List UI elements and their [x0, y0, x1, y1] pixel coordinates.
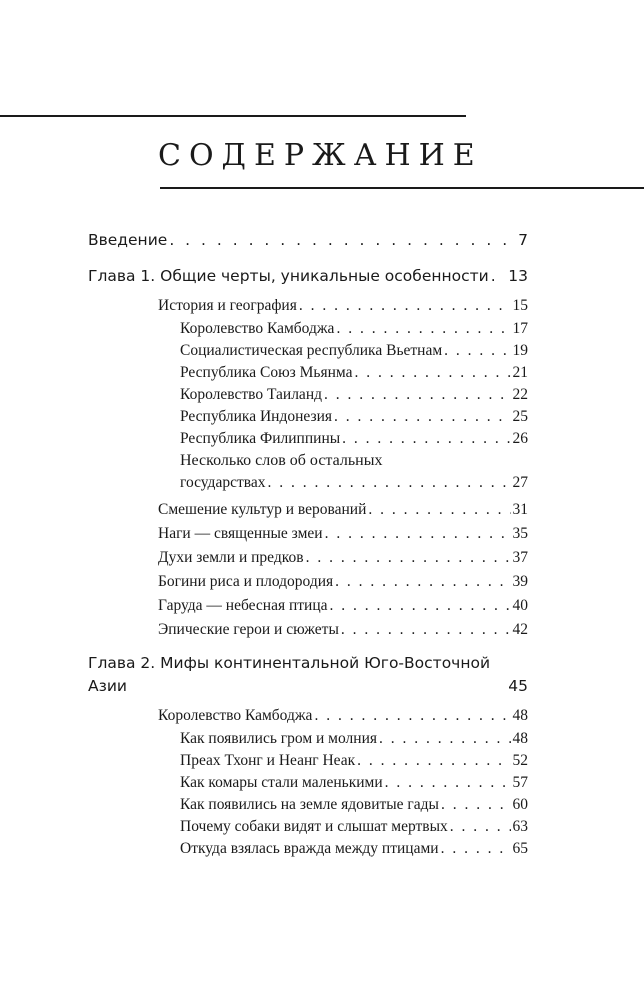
toc-page: 21 — [512, 364, 528, 381]
toc-label: Эпические герои и сюжеты — [158, 621, 339, 638]
toc-label: Введение — [88, 231, 168, 249]
toc-label: Наги — священные змеи — [158, 525, 323, 542]
title-underline-rule — [160, 187, 644, 189]
toc-entry-subsection[interactable] — [180, 772, 528, 794]
dot-leader — [385, 772, 511, 794]
toc-entry-subsection[interactable] — [180, 816, 528, 838]
toc-entry-subsection[interactable] — [180, 838, 528, 860]
toc-label-line-2: Азии — [88, 677, 127, 695]
toc-label: Социалистическая республика Вьетнам — [180, 342, 443, 359]
toc-entry-subsection[interactable] — [180, 794, 528, 816]
toc-label: Республика Индонезия — [180, 408, 333, 425]
toc-entry-section[interactable] — [158, 570, 528, 594]
dot-leader — [335, 570, 510, 594]
toc-page: 37 — [512, 549, 528, 566]
toc-label: Откуда взялась вражда между птицами — [180, 840, 439, 857]
page-title: СОДЕРЖАНИЕ — [158, 138, 483, 173]
toc-entry-chapter-2[interactable] — [88, 652, 528, 698]
toc-label: Смешение культур и верований — [158, 501, 367, 518]
toc-page: 52 — [512, 752, 528, 769]
dot-leader — [299, 294, 511, 318]
toc-page: 60 — [512, 796, 528, 813]
toc-entry-subsection[interactable] — [180, 406, 528, 428]
toc-page: 25 — [512, 408, 528, 425]
toc-page: 22 — [512, 386, 528, 403]
toc-page: 63 — [512, 818, 528, 835]
toc-label: Как появились гром и молния — [180, 730, 377, 747]
toc-label: Духи земли и предков — [158, 549, 304, 566]
toc-label: История и география — [158, 297, 297, 314]
dot-leader — [441, 838, 511, 860]
dot-leader — [444, 340, 510, 362]
toc-entry-section[interactable] — [158, 546, 528, 570]
toc-page: 57 — [512, 774, 528, 791]
toc-page: 19 — [512, 342, 528, 359]
dot-leader — [355, 362, 511, 384]
toc-entry-section[interactable] — [158, 594, 528, 618]
toc-entry-subsection[interactable] — [180, 318, 528, 340]
toc-entry-subsection[interactable] — [88, 450, 528, 494]
toc-entry-subsection[interactable] — [180, 384, 528, 406]
toc-label-line-1: Глава 2. Мифы континентальной Юго-Восточной — [88, 654, 491, 672]
toc-label: Как появились на земле ядовитые гады — [180, 796, 439, 813]
toc-entry-subsection[interactable] — [180, 750, 528, 772]
dot-leader — [306, 546, 511, 570]
toc-entry-section[interactable] — [158, 294, 528, 318]
toc-page: 45 — [508, 677, 528, 695]
dot-leader — [379, 728, 511, 750]
toc-entry-subsection[interactable] — [180, 728, 528, 750]
toc-entry-chapter-1[interactable] — [88, 264, 528, 288]
toc-page: 48 — [512, 707, 528, 724]
dot-leader — [336, 318, 510, 340]
dot-leader — [357, 750, 510, 772]
toc-page: 31 — [512, 501, 528, 518]
toc-page: 48 — [512, 730, 528, 747]
dot-leader — [342, 428, 510, 450]
toc-page: 13 — [508, 267, 528, 285]
dot-leader — [330, 594, 511, 618]
toc-label-line-1: Несколько слов об остальных — [180, 452, 383, 469]
table-of-contents — [88, 228, 528, 860]
toc-label: Как комары стали маленькими — [180, 774, 383, 791]
toc-label: Почему собаки видят и слышат мертвых — [180, 818, 448, 835]
dot-leader — [314, 704, 510, 728]
toc-label: Королевство Камбоджа — [158, 707, 313, 724]
toc-label: Республика Союз Мьянма — [180, 364, 353, 381]
dot-leader — [169, 228, 516, 252]
toc-label: Республика Филиппины — [180, 430, 341, 447]
toc-label: Богини риса и плодородия — [158, 573, 334, 590]
toc-entry-subsection[interactable] — [180, 428, 528, 450]
toc-label: Гаруда — небесная птица — [158, 597, 328, 614]
toc-page: 15 — [512, 297, 528, 314]
toc-page: 7 — [518, 231, 528, 249]
dot-leader — [491, 264, 507, 288]
dot-leader — [324, 384, 511, 406]
toc-page: 40 — [512, 597, 528, 614]
dot-leader — [368, 498, 510, 522]
toc-entry-subsection[interactable] — [180, 362, 528, 384]
dot-leader — [341, 618, 511, 642]
dot-leader — [450, 816, 511, 838]
toc-label-line-2: государствах — [180, 474, 266, 491]
toc-entry-subsection[interactable] — [180, 340, 528, 362]
dot-leader — [334, 406, 510, 428]
toc-page: 42 — [512, 621, 528, 638]
top-rule — [0, 115, 466, 117]
toc-entry-intro[interactable] — [88, 228, 528, 252]
toc-page: 27 — [512, 474, 528, 491]
toc-label: Глава 1. Общие черты, уникальные особенности — [88, 267, 489, 285]
dot-leader — [267, 472, 510, 494]
toc-label: Преах Тхонг и Неанг Неак — [180, 752, 356, 769]
toc-entry-section[interactable] — [158, 618, 528, 642]
toc-page: 35 — [512, 525, 528, 542]
toc-page: 17 — [512, 320, 528, 337]
toc-page: 39 — [512, 573, 528, 590]
toc-label: Королевство Камбоджа — [180, 320, 335, 337]
toc-entry-section[interactable] — [158, 498, 528, 522]
dot-leader — [441, 794, 511, 816]
toc-label: Королевство Таиланд — [180, 386, 322, 403]
dot-leader — [325, 522, 511, 546]
toc-page: 26 — [512, 430, 528, 447]
toc-entry-section[interactable] — [158, 704, 528, 728]
toc-entry-section[interactable] — [158, 522, 528, 546]
toc-page: 65 — [512, 840, 528, 857]
